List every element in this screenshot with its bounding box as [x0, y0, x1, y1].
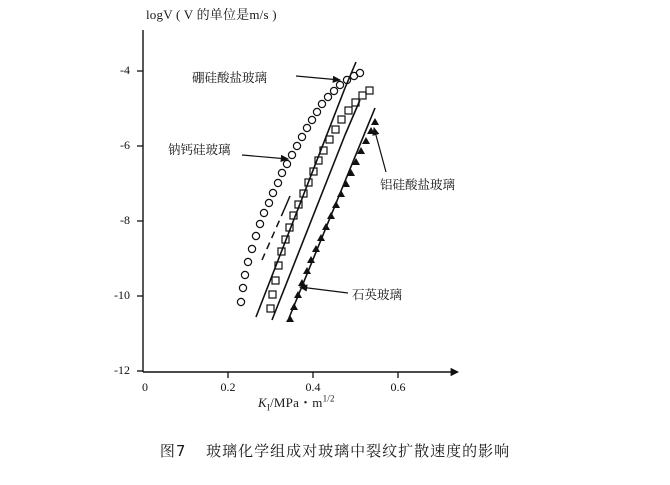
- annotation-quartz: 石英玻璃: [352, 287, 403, 302]
- annotation-soda-lime: 钠钙硅玻璃: [168, 142, 231, 157]
- y-tick-label: -8: [120, 213, 130, 227]
- x-tick-label: 0.4: [305, 380, 321, 394]
- x-tick-label: 0.2: [220, 380, 236, 394]
- figure-caption-text: 玻璃化学组成对玻璃中裂纹扩散速度的影响: [206, 442, 511, 460]
- annotation-aluminosilicate: 铝硅酸盐玻璃: [380, 177, 456, 192]
- figure-caption: [0, 440, 670, 461]
- annotation-arrows: [242, 76, 386, 293]
- y-axis-ticks: [137, 71, 143, 371]
- series-markers-soda-lime: [237, 69, 363, 305]
- x-axis-ticks: [228, 372, 398, 378]
- annotation-borosilicate: 硼硅酸盐玻璃: [192, 70, 268, 85]
- y-tick-label: -6: [120, 138, 130, 152]
- y-tick-label: -4: [120, 63, 130, 77]
- x-tick-label: 0: [142, 380, 148, 394]
- x-axis-title: $K_I$/MPa・$m^{1/2}$: [258, 393, 335, 413]
- fit-line-borosilicate: [262, 100, 360, 320]
- y-axis-title-log: logV ( V 的单位是m/s ): [146, 7, 277, 22]
- x-tick-label: 0.6: [390, 380, 406, 394]
- y-axis-title: [146, 4, 277, 23]
- y-tick-label: -10: [114, 288, 130, 302]
- figure-number: 图7: [159, 442, 187, 460]
- y-tick-label: -12: [114, 363, 130, 377]
